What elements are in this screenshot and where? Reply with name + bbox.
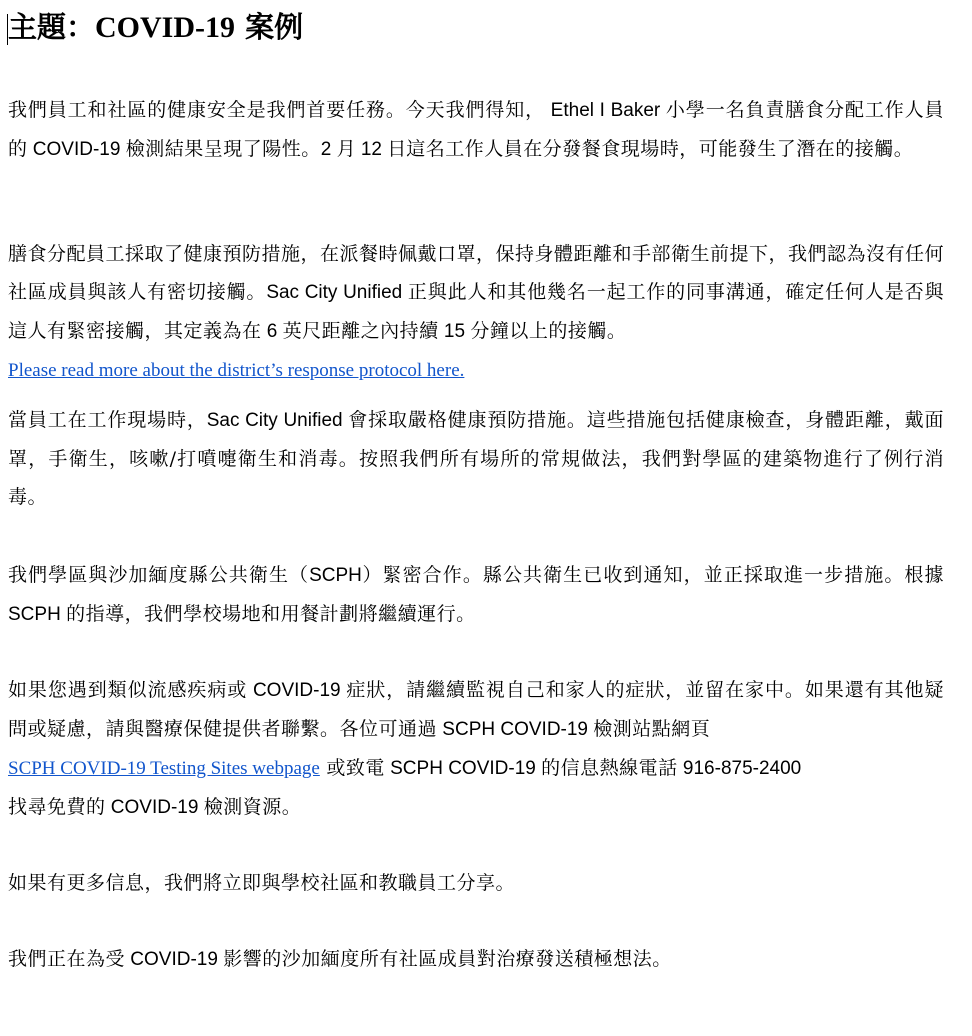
text: 我們學區與沙加緬度縣公共衛生（	[8, 564, 310, 586]
text: 找尋免費的	[8, 796, 106, 818]
text: 2 月 12 日	[320, 139, 407, 160]
paragraph-precautions	[8, 235, 944, 390]
paragraph-closing	[8, 940, 944, 979]
title-covid: COVID-19	[95, 11, 236, 44]
text: ）緊密合作。縣公共衛生已收到通知，並正採取進一步措施。根據	[361, 564, 944, 586]
text: 這名工作人員在分發餐食現場時，可能發生了潛在的接觸。	[406, 138, 914, 160]
testing-sites-link[interactable]: SCPH COVID-19 Testing Sites webpage	[8, 758, 320, 779]
text: 15	[438, 321, 471, 342]
document-title	[8, 8, 303, 47]
title-suffix: 案例	[235, 10, 304, 44]
text: Sac City Unified	[206, 410, 349, 431]
text: 影響的沙加緬度所有社區成員對治療發送積極想法。	[223, 948, 672, 970]
text: 的信息熱線電話	[541, 757, 678, 779]
text: 當員工在工作現場時，	[8, 409, 207, 431]
paragraph-scph-coordination	[8, 556, 944, 634]
paragraph-symptoms-testing	[8, 671, 944, 827]
text: 我們正在為受	[8, 948, 126, 970]
text: 或致電	[319, 757, 385, 779]
text: 小學一名負責膳食分配工作人員的	[8, 99, 944, 160]
text: 會採取嚴格健康預防措施。這些措施包括健康檢查，身體距離，戴面罩，手衛生，咳嗽/打噴嚏衛生和消毒。按照我們所有場所的常規做法，我們對學區的建築物進行了例行消毒。	[8, 409, 944, 508]
paragraph-more-info: 如果有更多信息，我們將立即與學校社區和教職員工分享。	[8, 872, 516, 894]
paragraph-announcement	[8, 91, 944, 169]
text: 症狀，請繼續監視自己和家人的症狀，並留在家中。如果還有其他疑問或疑慮，請與醫療保健提供者聯繫。各位可通過	[8, 679, 944, 740]
text: SCPH COVID-19	[437, 719, 594, 740]
text: 6	[261, 321, 283, 342]
text: SCPH	[309, 565, 362, 586]
hotline-number: 916-875-2400	[677, 758, 802, 779]
text: 檢測結果呈現了陽性。	[125, 138, 321, 160]
text: 正與此人和其他幾名一起工作的同事溝通，確定任何人是否與這人有緊密接觸，其定義為在	[8, 281, 944, 342]
title-prefix: 主題：	[8, 10, 96, 44]
response-protocol-link[interactable]: Please read more about the district’s response protocol here.	[8, 360, 465, 381]
text: COVID-19	[105, 797, 204, 818]
text: COVID-19	[125, 949, 224, 970]
text: 檢測站點網頁	[593, 718, 711, 740]
text: 如果您遇到類似流感疾病或	[8, 679, 248, 701]
text: 分鐘以上的接觸。	[470, 320, 627, 342]
paragraph-onsite-measures	[8, 401, 944, 516]
text: SCPH	[8, 604, 67, 625]
text: Ethel I Baker	[545, 100, 666, 121]
text: COVID-19	[27, 139, 126, 160]
text: SCPH COVID-19	[384, 758, 542, 779]
text: COVID-19	[247, 680, 347, 701]
text: 膳食分配員工採取了健康預防措施，在派餐時佩戴口罩，保持身體距離和手部衛生前提下，我們認為沒有任何社區成員與該人有密切接觸。	[8, 243, 945, 303]
text: 的指導，我們學校場地和用餐計劃將繼續運行。	[66, 603, 476, 625]
text: Sac City Unified	[266, 282, 408, 303]
text: 檢測資源。	[203, 796, 302, 818]
text: 英尺距離之內持續	[282, 320, 439, 342]
text: 我們員工和社區的健康安全是我們首要任務。今天我們得知，	[8, 99, 546, 121]
